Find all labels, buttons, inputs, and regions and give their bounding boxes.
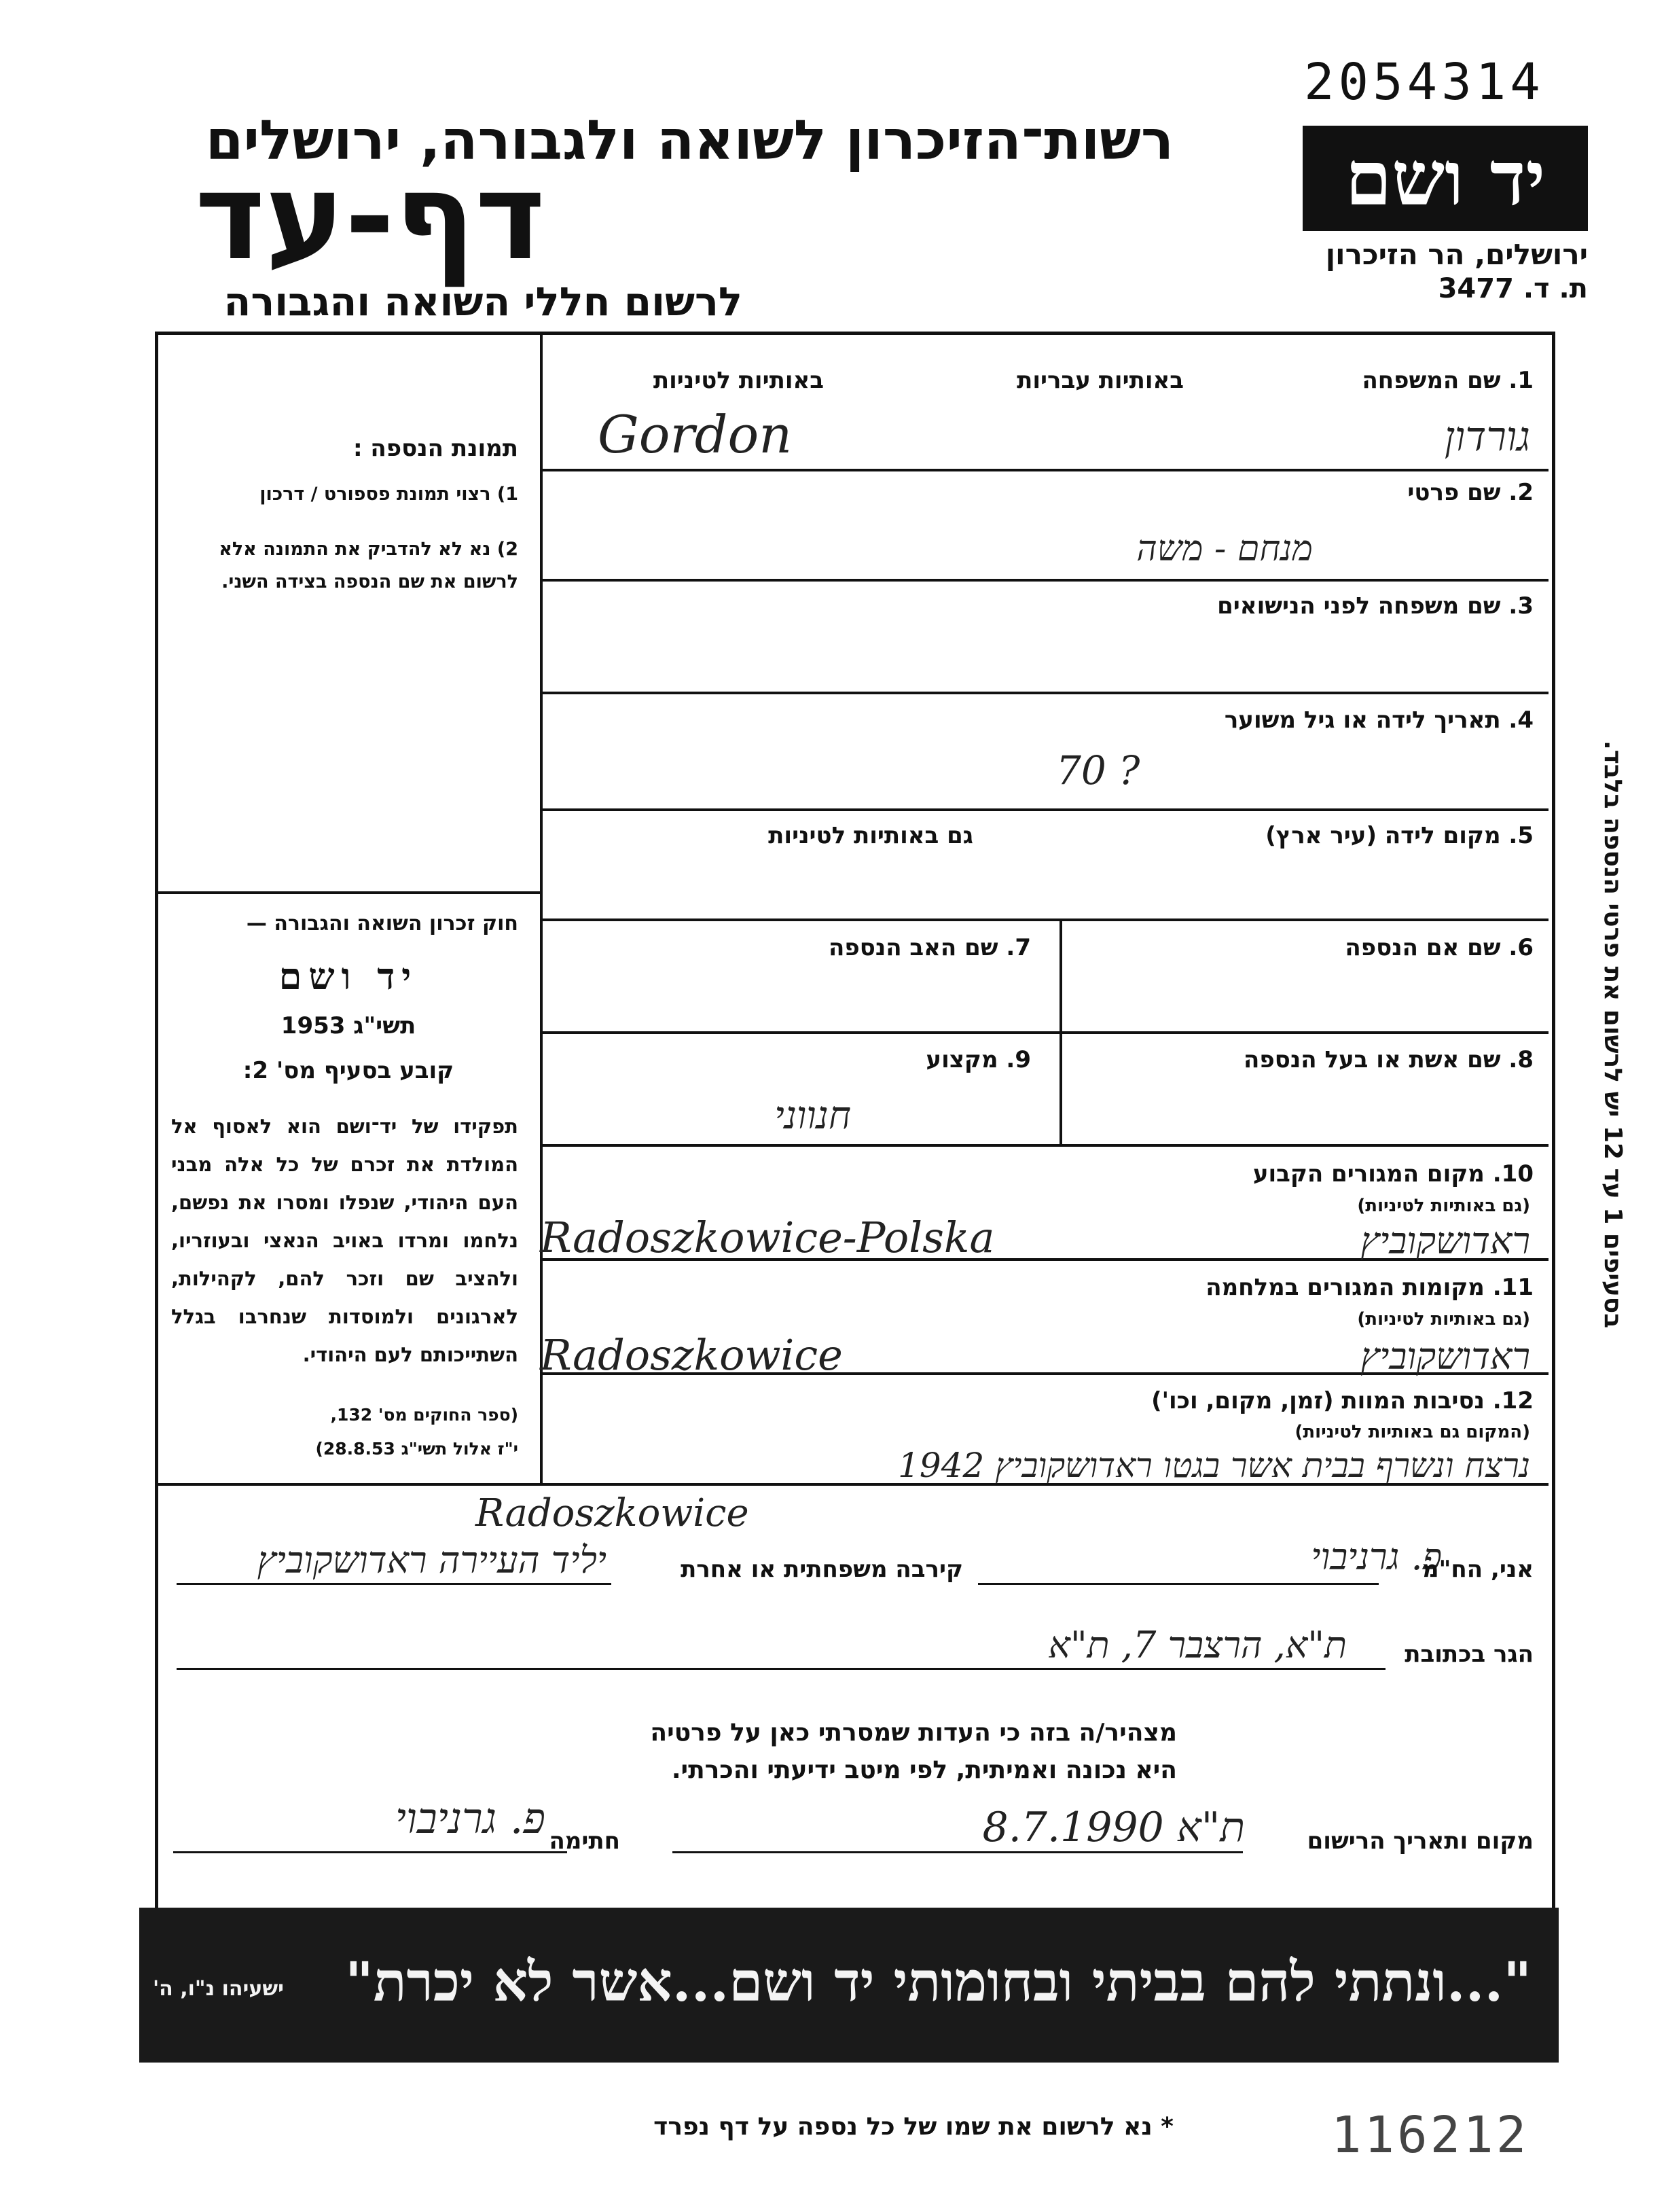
field-11-hint: (גם באותיות לטיניות) — [1357, 1309, 1530, 1330]
row-4-divider — [540, 692, 1549, 694]
page-title: דף-עד — [195, 147, 545, 287]
address-underline — [177, 1668, 1386, 1670]
field-9-value: חנווני — [774, 1094, 851, 1138]
left-column-divider — [540, 332, 543, 1483]
photo-box-bottom — [155, 891, 542, 894]
relation-underline — [177, 1583, 611, 1585]
relation-value: יליד העיירה ראדושקוביץ — [257, 1539, 606, 1582]
yad-vashem-logo — [1303, 126, 1588, 231]
law-heading: חוק זכרון השואה והגבורה — — [246, 912, 518, 935]
field-1-label: 1. שם המשפחה — [1362, 367, 1534, 394]
document-serial-number: 2054314 — [1304, 53, 1544, 111]
photo-box-item-2: 2) נא לא להדביק את התמונה אלא לרשום את שם הנספה בצידה השני. — [219, 539, 518, 592]
field-12-hint: (המקום גם באותיות לטיניות) — [1294, 1422, 1530, 1442]
photo-box-item-1: 1) רצוי תמונת פספורט / דרכון — [259, 484, 518, 505]
logo-address: ירושלים, הר הזיכרון — [1325, 238, 1588, 271]
witness-name-underline — [978, 1583, 1379, 1585]
signature-underline — [173, 1851, 567, 1853]
field-1-hebrew-header: באותיות עבריות — [1017, 367, 1184, 394]
page-subtitle: לרשום חללי השואה והגבורה — [223, 279, 742, 325]
witness-name-value: פ. גרניבוי — [1311, 1535, 1442, 1578]
field-11-latin-value: Radoszkowice — [540, 1330, 843, 1380]
field-6-label: 6. שם אם הנספה — [1345, 934, 1534, 961]
place-date-value: ת"א 8.7.1990 — [982, 1804, 1245, 1851]
logo-po-box: ת. ד. 3477 — [1438, 273, 1588, 304]
relation-label: קירבה משפחתית או אחרת — [681, 1556, 963, 1583]
footer-note: * נא לרשום את שמו של כל נספה על דף נפרד — [653, 2113, 1174, 2141]
law-year: תשי"ג 1953 — [280, 1012, 416, 1039]
row-1-divider — [540, 469, 1549, 471]
photo-box-title: תמונת הנספה : — [353, 435, 518, 462]
document-archive-number: 116212 — [1331, 2106, 1529, 2164]
field-10-latin-value: Radoszkowice-Polska — [540, 1213, 995, 1262]
witness-label: אני, הח"מ — [1422, 1556, 1534, 1583]
law-section: קובע בסעיף מס' 2: — [242, 1057, 454, 1084]
law-name: יד ושם — [278, 955, 418, 998]
declaration-statement-2: היא נכונה ואמיתית, לפי מיטב ידיעתי והכרתי. — [671, 1756, 1177, 1784]
signature-value: פ. גרניבוי — [395, 1794, 545, 1843]
law-date: י"ז אלול תשי"ג 28.8.53) — [315, 1439, 518, 1459]
row-3-divider — [540, 579, 1549, 582]
field-2-value: מנחם - משה — [1136, 529, 1313, 569]
quote-banner — [139, 1908, 1559, 2063]
field-10-hint: (גם באותיות לטיניות) — [1357, 1196, 1530, 1216]
field-8-label: 8. שם אשת או בעל הנספה — [1244, 1046, 1534, 1073]
place-date-label: מקום ותאריך הרישום — [1307, 1827, 1534, 1855]
field-7-label: 7. שם האב הנספה — [829, 934, 1031, 961]
address-label: הגר בכתובת — [1405, 1641, 1534, 1668]
row-6-divider — [540, 918, 1549, 921]
field-12-value: נרצח ונשרף בבית אשר בגטו ראדושקוביץ 1942 — [898, 1446, 1530, 1485]
field-10-hebrew-value: ראדושקוביץ — [1360, 1219, 1530, 1262]
declaration-statement-1: מצהיר/ה בזה כי העדות שמסרתי כאן על פרטיה — [650, 1719, 1177, 1747]
field-1-latin-header: באותיות לטיניות — [653, 367, 824, 394]
address-value: ת"א, הרצבר 7, ת"א — [1048, 1624, 1347, 1666]
field-9-label: 9. מקצוע — [926, 1046, 1031, 1073]
field-3-label: 3. שם משפחה לפני הנישואים — [1217, 592, 1534, 620]
banner-quote: "...ונתתי להם בביתי ובחומותי יד ושם...אשר לא יכרת" — [345, 1950, 1532, 2014]
authority-heading: רשות־הזיכרון לשואה ולגבורה, ירושלים — [205, 109, 1174, 172]
logo-text: יד ושם — [1345, 134, 1546, 222]
place-date-underline — [672, 1851, 1243, 1853]
field-4-value: 70 ? — [1056, 747, 1140, 793]
field-11-label: 11. מקומות המגורים במלחמה — [1206, 1274, 1534, 1301]
field-2-label: 2. שם פרטי — [1407, 479, 1534, 506]
field-4-label: 4. תאריך לידה או גיל משוער — [1224, 707, 1534, 734]
law-body: תפקידו של יד־ושם הוא לאסוף אל המולדת את זכרם של כל אלה מבני העם היהודי, שנפלו ומסרו את נפשם, נלחמו ומרדו באויב הנאצי ובעוזריו, ולהציב שם וזכר להם, לקהילות, לארגונים ולמוסדות שנחרבו בגלל השתייכותם לעם היהודי. — [171, 1115, 518, 1366]
banner-source: ישעיהו נ"ו, ה' — [153, 1977, 284, 2001]
side-note: בסעיפים 1 עד 12 יש לרשום את פרטי הנספה בלבד. — [1599, 741, 1627, 1329]
field-10-label: 10. מקום המגורים הקבוע — [1252, 1160, 1534, 1188]
relation-latin-value: Radoszkowice — [475, 1491, 749, 1535]
row-7-divider — [540, 1031, 1549, 1034]
field-5-label: 5. מקום לידה (עיר ארץ) — [1265, 822, 1534, 849]
field-11-hebrew-value: ראדושקוביץ — [1360, 1335, 1530, 1378]
field-1-hebrew-value: גורדון — [1444, 413, 1530, 461]
row-9-divider — [540, 1144, 1549, 1147]
field-5-hint: גם באותיות לטיניות — [768, 822, 973, 849]
row-5-divider — [540, 808, 1549, 811]
signature-label: חתימה — [549, 1827, 620, 1855]
field-12-label: 12. נסיבות המוות (זמן, מקום, וכו') — [1151, 1387, 1534, 1414]
field-1-latin-value: Gordon — [598, 404, 793, 465]
law-source: (ספר החוקים מס' 132, — [330, 1405, 518, 1425]
rows-6-9-divider — [1060, 918, 1062, 1144]
